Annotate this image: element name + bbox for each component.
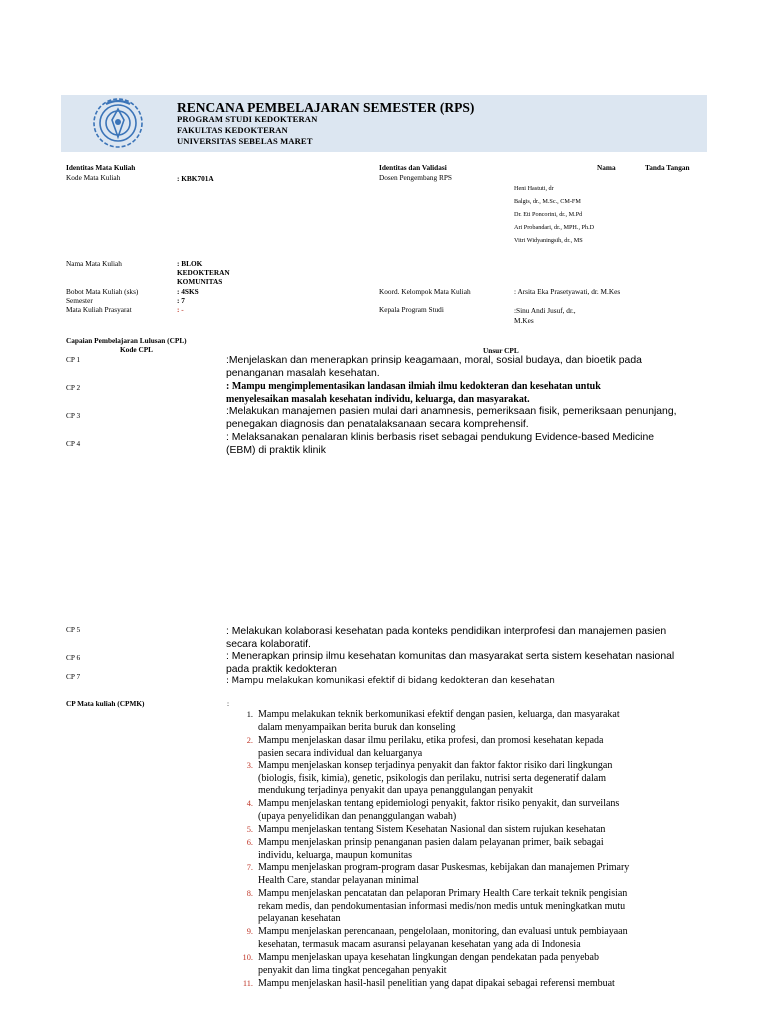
nama-label: Nama Mata Kuliah xyxy=(66,259,122,268)
dosen-label: Dosen Pengembang RPS xyxy=(379,173,452,182)
cpmk-heading: CP Mata kuliah (CPMK) xyxy=(66,699,145,708)
cpl-code: CP 3 xyxy=(66,411,81,420)
cpl-description: : Mampu melakukan komunikasi efektif di bidang kedokteran dan kesehatan xyxy=(226,676,555,686)
cpl-code: CP 4 xyxy=(66,439,81,448)
semester-value: : 7 xyxy=(177,296,185,305)
kode-label: Kode Mata Kuliah xyxy=(66,173,121,182)
cpl-code: CP 7 xyxy=(66,672,81,681)
cpl-description: :Melakukan manajemen pasien mulai dari anamnesis, pemeriksaan fisik, pemeriksaan penunjang, penegakan diagnosis dan penatalaksanaan secara komprehensif. xyxy=(226,406,677,430)
bobot-label: Bobot Mata Kuliah (sks) xyxy=(66,287,139,296)
cpl-description: : Melaksanakan penalaran klinis berbasis riset sebagai pendukung Evidence-based Medicine (EBM) di praktik klinik xyxy=(226,432,655,456)
validasi-heading: Identitas dan Validasi xyxy=(379,163,447,172)
cpl-description: : Melakukan kolaborasi kesehatan pada konteks pendidikan interprofesi dan manajemen pasien secara kolaboratif. xyxy=(226,626,667,650)
document-title: RENCANA PEMBELAJARAN SEMESTER (RPS) xyxy=(177,100,475,115)
unsur-cpl-header: Unsur CPL xyxy=(483,346,519,355)
dosen-name: Ari Probandari, dr., MPH., Ph.D xyxy=(514,224,595,231)
nama-value-2: KEDOKTERAN xyxy=(177,268,230,277)
semester-label: Semester xyxy=(66,296,93,305)
kaprodi-label: Kepala Program Studi xyxy=(379,305,444,314)
identitas-heading: Identitas Mata Kuliah xyxy=(66,163,136,172)
kaprodi-value-1: :Sinu Andi Jusuf, dr., xyxy=(514,306,576,315)
cpl-heading: Capaian Pembelajaran Lulusan (CPL) xyxy=(66,336,187,345)
university-logo-icon xyxy=(90,96,146,150)
tanda-tangan-column-header: Tanda Tangan xyxy=(645,163,690,172)
dosen-name: Balgis, dr., M.Sc., CM-FM xyxy=(514,198,581,205)
cpl-code: CP 5 xyxy=(66,625,81,634)
bobot-value: : 4SKS xyxy=(177,287,199,296)
nama-value-1: : BLOK xyxy=(177,259,203,268)
nama-column-header: Nama xyxy=(597,163,616,172)
kaprodi-value-2: M.Kes xyxy=(514,316,534,325)
header-program: PROGRAM STUDI KEDOKTERAN xyxy=(177,114,318,124)
cpmk-colon: : xyxy=(227,699,230,708)
nama-value-3: KOMUNITAS xyxy=(177,277,223,286)
dosen-name: Vitri Widyaningsih, dr., MS xyxy=(514,237,583,244)
cpl-code: CP 1 xyxy=(66,355,81,364)
prasyarat-value: : - xyxy=(177,305,184,314)
header-university: UNIVERSITAS SEBELAS MARET xyxy=(177,136,313,146)
cpl-description: : Menerapkan prinsip ilmu kesehatan komunitas dan masyarakat serta sistem kesehatan nasional pada praktik kedokteran xyxy=(226,651,675,675)
kode-cpl-header: Kode CPL xyxy=(120,345,154,354)
koord-label: Koord. Kelompok Mata Kuliah xyxy=(379,287,471,296)
koord-value: : Arsita Eka Prasetyawati, dr. M.Kes xyxy=(514,287,621,296)
header-faculty: FAKULTAS KEDOKTERAN xyxy=(177,125,288,135)
dosen-name: Dr. Eti Poncorini, dr., M.Pd xyxy=(514,211,583,218)
kode-value: : KBK701A xyxy=(177,174,214,183)
prasyarat-label: Mata Kuliah Prasyarat xyxy=(66,305,132,314)
cpl-code: CP 6 xyxy=(66,653,81,662)
cpl-description: : Mampu mengimplementasikan landasan ilmiah ilmu kedokteran dan kesehatan untuk menyelesaikan masalah kesehatan individu, keluarga, dan masyarakat. xyxy=(226,381,601,405)
dosen-name: Heni Hastuti, dr xyxy=(514,185,554,192)
cpl-description: :Menjelaskan dan menerapkan prinsip keagamaan, moral, sosial budaya, dan bioetik pada penanganan masalah kesehatan. xyxy=(226,355,642,379)
cpl-code: CP 2 xyxy=(66,383,81,392)
